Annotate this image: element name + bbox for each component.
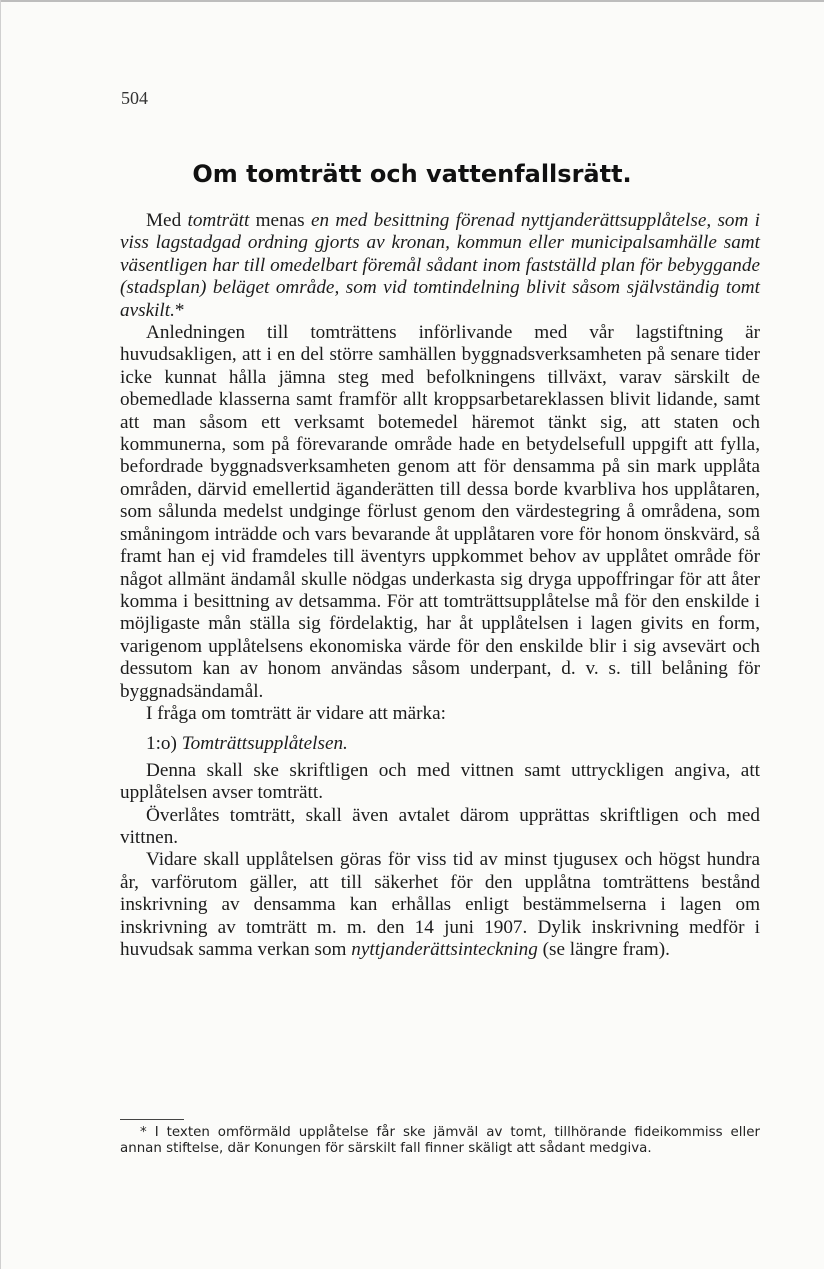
footnote-text: * I texten omförmäld upplåtelse får ske jämväl av tomt, tillhörande fideikommiss eller annan stiftelse, där Konungen för särskilt fall finner skäligt att sådant medgiva. — [120, 1125, 760, 1157]
paragraph-background: Anledningen till tomträttens införlivande med vår lagstiftning är huvudsakligen, att i en del större samhällen byggnadsverksamheten på senare tider icke kunnat hålla jämna steg med befolkningens tillväxt, varav särskilt de obemedlade klasserna samt framför allt kroppsarbetareklassen blivit lidande, samt att man såsom ett verksamt botemedel häremot tänkt sig, att staten och kommunerna, som på förevarande område hade en betydelsefull uppgift att fylla, befordrade byggnadsverksamheten genom att för densamma på sin mark upplåta områden, därvid emellertid äganderätten till dessa borde kvarbliva hos upplåtaren, som sålunda medelst undginge förlust genom den värdestegring å områdena, som småningom inträdde och vars bevarande åt upplåtaren vore för honom önskvärd, så framt han ej vid framdeles till äventyrs uppkommet behov av upplåtet område för något allmänt ändamål skulle nödgas underkasta sig dryga uppoffringar för att åter komma i besittning av detsamma. För att tomträttsupplåtelse må för den enskilde i möjligaste mån ställa sig fördelaktig, har åt upplåtelsen i lagen givits en form, varigenom upplåtelsens ekonomiska värde för den enskilde blir i sig avsevärt och dessutom kan av honom användas såsom underpant, d. v. s. till belåning för byggnadsändamål. — [120, 322, 760, 702]
paragraph-written-form: Denna skall ske skriftligen och med vittnen samt uttryckligen angiva, att upplåtelsen avser tomträtt. — [120, 759, 760, 804]
paragraph-transfer: Överlåtes tomträtt, skall även avtalet därom upprättas skriftligen och med vittnen. — [120, 804, 760, 848]
paragraph-note: I fråga om tomträtt är vidare att märka: — [146, 702, 446, 724]
footnote-divider — [120, 1119, 184, 1120]
footnote-marker: * — [174, 299, 185, 321]
section-heading — [120, 733, 760, 755]
duration-end: (se längre fram). — [537, 939, 670, 960]
page-title: Om tomträtt och vattenfallsrätt. — [192, 160, 632, 188]
duration-text: Vidare skall upplåtelsen göras för viss tid av minst tjugusex och högst hundra år, varförutom gäller, att till säkerhet för den upplåtna tomträttens bestånd inskrivning av densamma kan erhållas enligt bestämmelserna i lagen om inskrivning av tomträtt m. m. den 14 juni 1907. Dylik inskrivning medför i huvudsak samma verkan som — [120, 849, 760, 960]
scan-top-edge — [0, 0, 824, 2]
page-number: 504 — [121, 88, 148, 108]
term-tomtratt: tomträtt — [187, 210, 250, 231]
section-label: Tomträttsupplåtelsen. — [181, 733, 348, 755]
term-nyttjanderattsinteckning: nyttjanderättsinteckning — [351, 939, 538, 960]
section-number: 1:o) — [146, 733, 182, 755]
scan-left-edge — [0, 0, 1, 1269]
paragraph-duration — [120, 849, 760, 961]
definition-verb: menas — [249, 210, 311, 231]
definition-intro: Med — [146, 210, 188, 231]
definition-italic: en med besittning förenad nyttjanderättsupplåtelse, som i viss lagstadgad ordning gjorts av kronan, kommun eller municipalsamhälle samt väsentligen har till omedelbart föremål sådant inom fastställd plan för bebyggande (stadsplan) beläget område, som vid tomtindelning blivit såsom självständig tomt avskilt. — [120, 210, 760, 321]
paragraph-definition — [120, 210, 760, 322]
body-text — [120, 210, 760, 961]
footnote — [120, 1125, 760, 1157]
